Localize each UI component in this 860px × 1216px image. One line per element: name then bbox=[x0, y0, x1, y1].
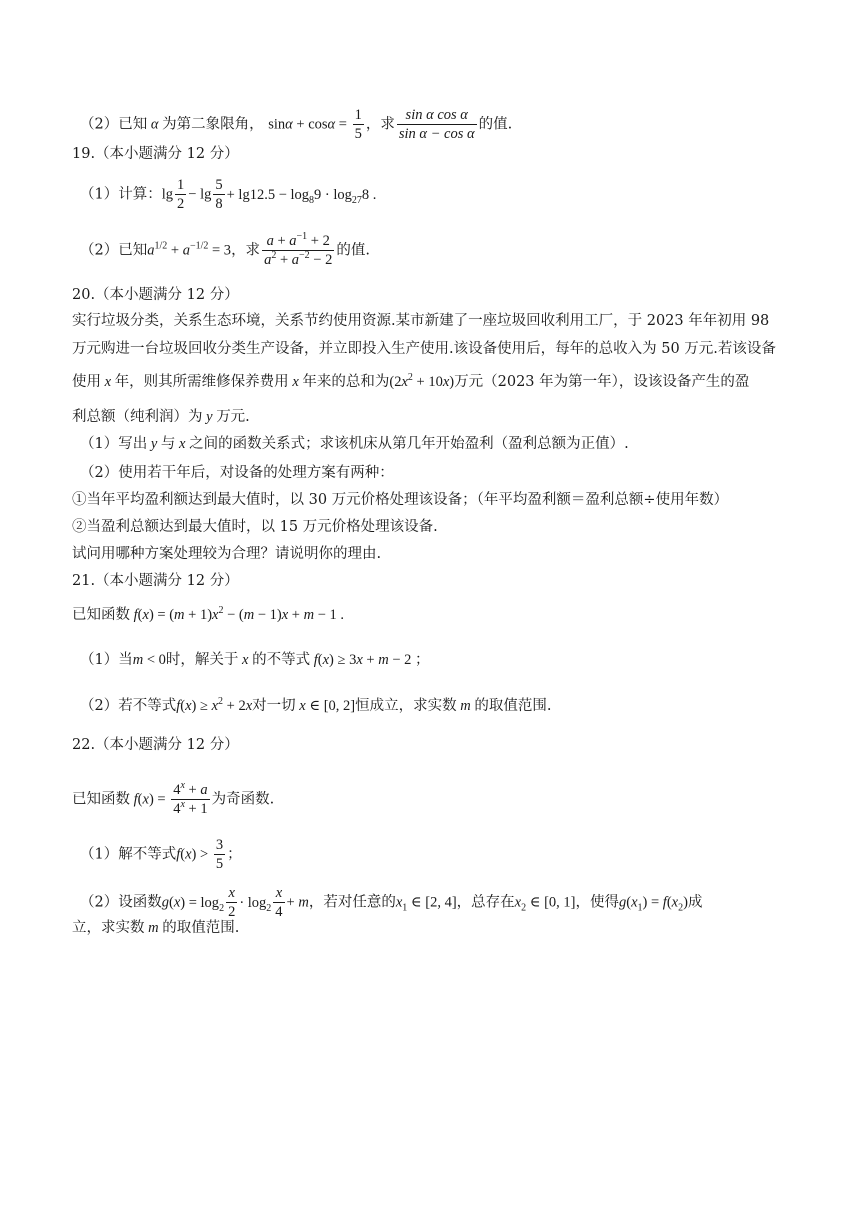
q20-option2: ②当盈利总额达到最大值时，以 15 万元价格处理该设备. bbox=[72, 519, 438, 535]
q20-part2: （2）使用若干年后，对设备的处理方案有两种： bbox=[80, 465, 394, 481]
q20-line4: 利总额（纯利润）为 y 万元. bbox=[72, 409, 250, 425]
q21-part1: （1）当m < 0时，解关于 x 的不等式 f(x) ≥ 3x + m − 2 ； bbox=[80, 652, 430, 668]
fraction-a-expr: $\frac{a + a^{-1} + 2}{a^2 + a^{-2} - 2}$ bbox=[264, 231, 333, 268]
q21-function: 已知函数 $f(x) = (m + 1)x^2 - (m - 1)x + m - 1$ . bbox=[72, 605, 345, 623]
q22-function: 已知函数 f(x) = $\frac{4^x + a}{4^x + 1}$ 为奇函数. bbox=[72, 780, 275, 817]
q22-part2: （2）设函数$g(x) = \log_2$ $\frac{x}{2}$ · $\log_2$ $\frac{x}{4}$ + m，若对任意的$x_1$ ∈ [2, 4]，总存在$x_2$ ∈ [0, 1]，使得$g(x_1) = f(x_2)$成 bbox=[80, 885, 703, 920]
fraction-one-fifth: $\frac{1}{5}$ bbox=[354, 107, 362, 142]
q22-header: 22.（本小题满分 12 分） bbox=[72, 737, 239, 753]
q20-header: 20.（本小题满分 12 分） bbox=[72, 287, 239, 303]
q20-line1: 实行垃圾分类，关系生态环境，关系节约使用资源.某市新建了一座垃圾回收利用工厂，于 2023 年年初用 98 bbox=[72, 313, 770, 329]
q22-part1: （1）解不等式f(x) > $\frac{3}{5}$ ； bbox=[80, 837, 242, 872]
q22-part2-cont: 立，求实数 m 的取值范围. bbox=[72, 920, 240, 936]
fraction-fx: $\frac{4^x + a}{4^x + 1}$ bbox=[173, 780, 208, 817]
q20-line3: 使用 x 年，则其所需维修保养费用 x 年来的总和为$(2x^2 + 10x)$万元（2023 年为第一年），设该设备产生的盈 bbox=[72, 372, 750, 390]
q19-part1: （1）计算：lg $\frac{1}{2}$ − lg $\frac{5}{8}$ + $\lg 12.5 - \log_89 \cdot \log_{27}8$ . bbox=[80, 177, 377, 212]
q19-header: 19.（本小题满分 12 分） bbox=[72, 146, 239, 162]
q19-part2: （2）已知$a^{1/2} + a^{-1/2} = 3$，求 $\frac{a + a^{-1} + 2}{a^2 + a^{-2} - 2}$ 的值. bbox=[80, 231, 370, 268]
q20-part1: （1）写出 y 与 x 之间的函数关系式；求该机床从第几年开始盈利（盈利总额为正值）. bbox=[80, 436, 629, 452]
q21-header: 21.（本小题满分 12 分） bbox=[72, 573, 239, 589]
q18-part2: （2）已知 α 为第二象限角， sinα + cosα = $\frac{1}{5}$ ，求 $\frac{\text{sin α cos α}}{\text{sin α − cos α}}$ 的值. bbox=[80, 107, 513, 142]
q20-option1: ①当年平均盈利额达到最大值时，以 30 万元价格处理该设备；（年平均盈利额＝盈利总额÷使用年数） bbox=[72, 492, 729, 508]
fraction-sincos: $\frac{\text{sin α cos α}}{\text{sin α − cos α}}$ bbox=[398, 107, 475, 142]
q20-line2: 万元购进一台垃圾回收分类生产设备，并立即投入生产使用.该设备使用后，每年的总收入为 50 万元.若该设备 bbox=[72, 341, 776, 357]
q20-question: 试问用哪种方案处理较为合理？请说明你的理由. bbox=[72, 546, 382, 562]
q21-part2: （2）若不等式$f(x) \ge x^2 + 2x$对一切 x ∈ [0, 2]恒成立，求实数 m 的取值范围. bbox=[80, 696, 552, 714]
